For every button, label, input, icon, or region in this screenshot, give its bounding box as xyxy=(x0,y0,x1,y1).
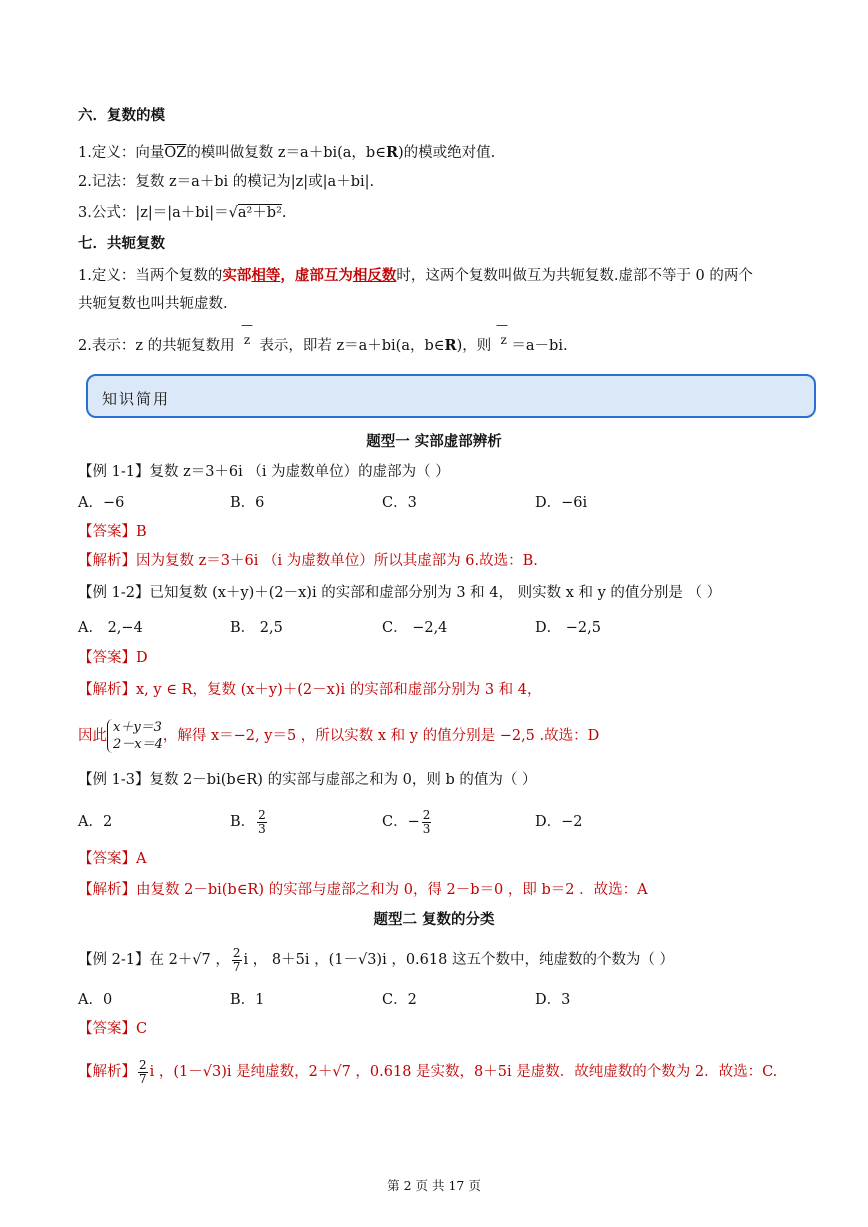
option-b: B． 2,5 xyxy=(230,620,283,636)
type-2-title: 题型二 复数的分类 xyxy=(373,911,495,928)
option-d: D．−6i xyxy=(535,495,588,511)
example-2-1-question: 【例 2-1】在 2＋√7 ， $\frac{2}{7}$ i ， 8＋5i ，(1－√3)i ，0.618 这五个数中，纯虚数的个数为（ ） xyxy=(78,945,675,974)
option-c: C．− $\frac{2}{3}$ xyxy=(382,807,431,836)
type-1-title: 题型一 实部虚部辨析 xyxy=(366,433,502,450)
knowledge-application-banner xyxy=(86,374,816,418)
option-b: B．6 xyxy=(230,495,265,511)
option-a: A．0 xyxy=(78,992,113,1008)
modulus-notation: 2.记法：复数 z＝a＋bi 的模记为|z|或|a＋bi|. xyxy=(78,174,375,190)
explanation: 【解析】由复数 2－bi(b∈R) 的实部与虚部之和为 0，得 2－b＝0 ，即 b＝2 ．故选：A xyxy=(78,882,648,898)
explanation: 【解析】因为复数 z＝3＋6i （i 为虚数单位）所以其虚部为 6.故选：B. xyxy=(78,553,538,569)
option-b: B．1 xyxy=(230,992,265,1008)
option-a: A． 2,−4 xyxy=(78,620,143,636)
section-6-title: 六．复数的模 xyxy=(78,107,165,124)
explanation: 【解析】x, y ∈ R，复数 (x＋y)＋(2－x)i 的实部和虚部分别为 3 和 4， xyxy=(78,682,542,698)
page-footer: 第 2 页 共 17 页 xyxy=(387,1178,481,1193)
explanation: 【解析】 $\frac{2}{7}$ i ，(1－√3)i 是纯虚数，2＋√7 ，0.618 是实数，8＋5i 是虚数．故纯虚数的个数为 2．故选：C. xyxy=(78,1057,778,1086)
section-7-title: 七．共轭复数 xyxy=(78,235,165,252)
option-c: C．2 xyxy=(382,992,417,1008)
modulus-definition: 1.定义：向量$\overline{OZ}$的模叫做复数 z＝a＋bi(a，b∈R)的模或绝对值. xyxy=(78,144,496,161)
banner-label: 知识简用 xyxy=(102,390,171,408)
example-1-2-question: 【例 1-2】已知复数 (x＋y)＋(2－x)i 的实部和虚部分别为 3 和 4， 则实数 x 和 y 的值分别是 （ ） xyxy=(78,585,722,601)
answer: 【答案】B xyxy=(78,524,147,540)
example-1-1-question: 【例 1-1】复数 z＝3＋6i （i 为虚数单位）的虚部为（ ） xyxy=(78,464,450,480)
option-d: D．3 xyxy=(535,992,571,1008)
conjugate-definition: 1.定义：当两个复数的实部相等，虚部互为相反数时，这两个复数叫做互为共轭复数.虚部不等于 0 的两个 xyxy=(78,267,753,284)
overbar-mark: — xyxy=(496,318,508,332)
option-d: D．−2 xyxy=(535,814,583,830)
answer: 【答案】A xyxy=(78,851,147,867)
explanation-system: 因此 x＋y＝3 2－x＝4 ，解得 x＝−2, y＝5 ，所以实数 x 和 y 的值分别是 −2,5 .故选：D xyxy=(78,720,600,752)
option-a: A．2 xyxy=(78,814,113,830)
overbar-mark: — xyxy=(241,318,253,332)
option-a: A．−6 xyxy=(78,495,125,511)
answer: 【答案】C xyxy=(78,1021,148,1037)
answer: 【答案】D xyxy=(78,650,148,666)
option-b: B． $\frac{2}{3}$ xyxy=(230,807,266,836)
option-c: C． −2,4 xyxy=(382,620,448,636)
conjugate-definition-cont: 共轭复数也叫共轭虚数. xyxy=(78,296,228,312)
conjugate-representation: 2.表示：z 的共轭复数用 $^z$ 表示，即若 z＝a＋bi(a，b∈R)，则 $^z$ ＝a－bi. xyxy=(78,333,568,354)
option-d: D． −2,5 xyxy=(535,620,601,636)
modulus-formula: 3.公式：|z|＝|a＋bi|＝√a²＋b². xyxy=(78,205,287,221)
example-1-3-question: 【例 1-3】复数 2－bi(b∈R) 的实部与虚部之和为 0，则 b 的值为（ ） xyxy=(78,772,537,788)
option-c: C．3 xyxy=(382,495,417,511)
